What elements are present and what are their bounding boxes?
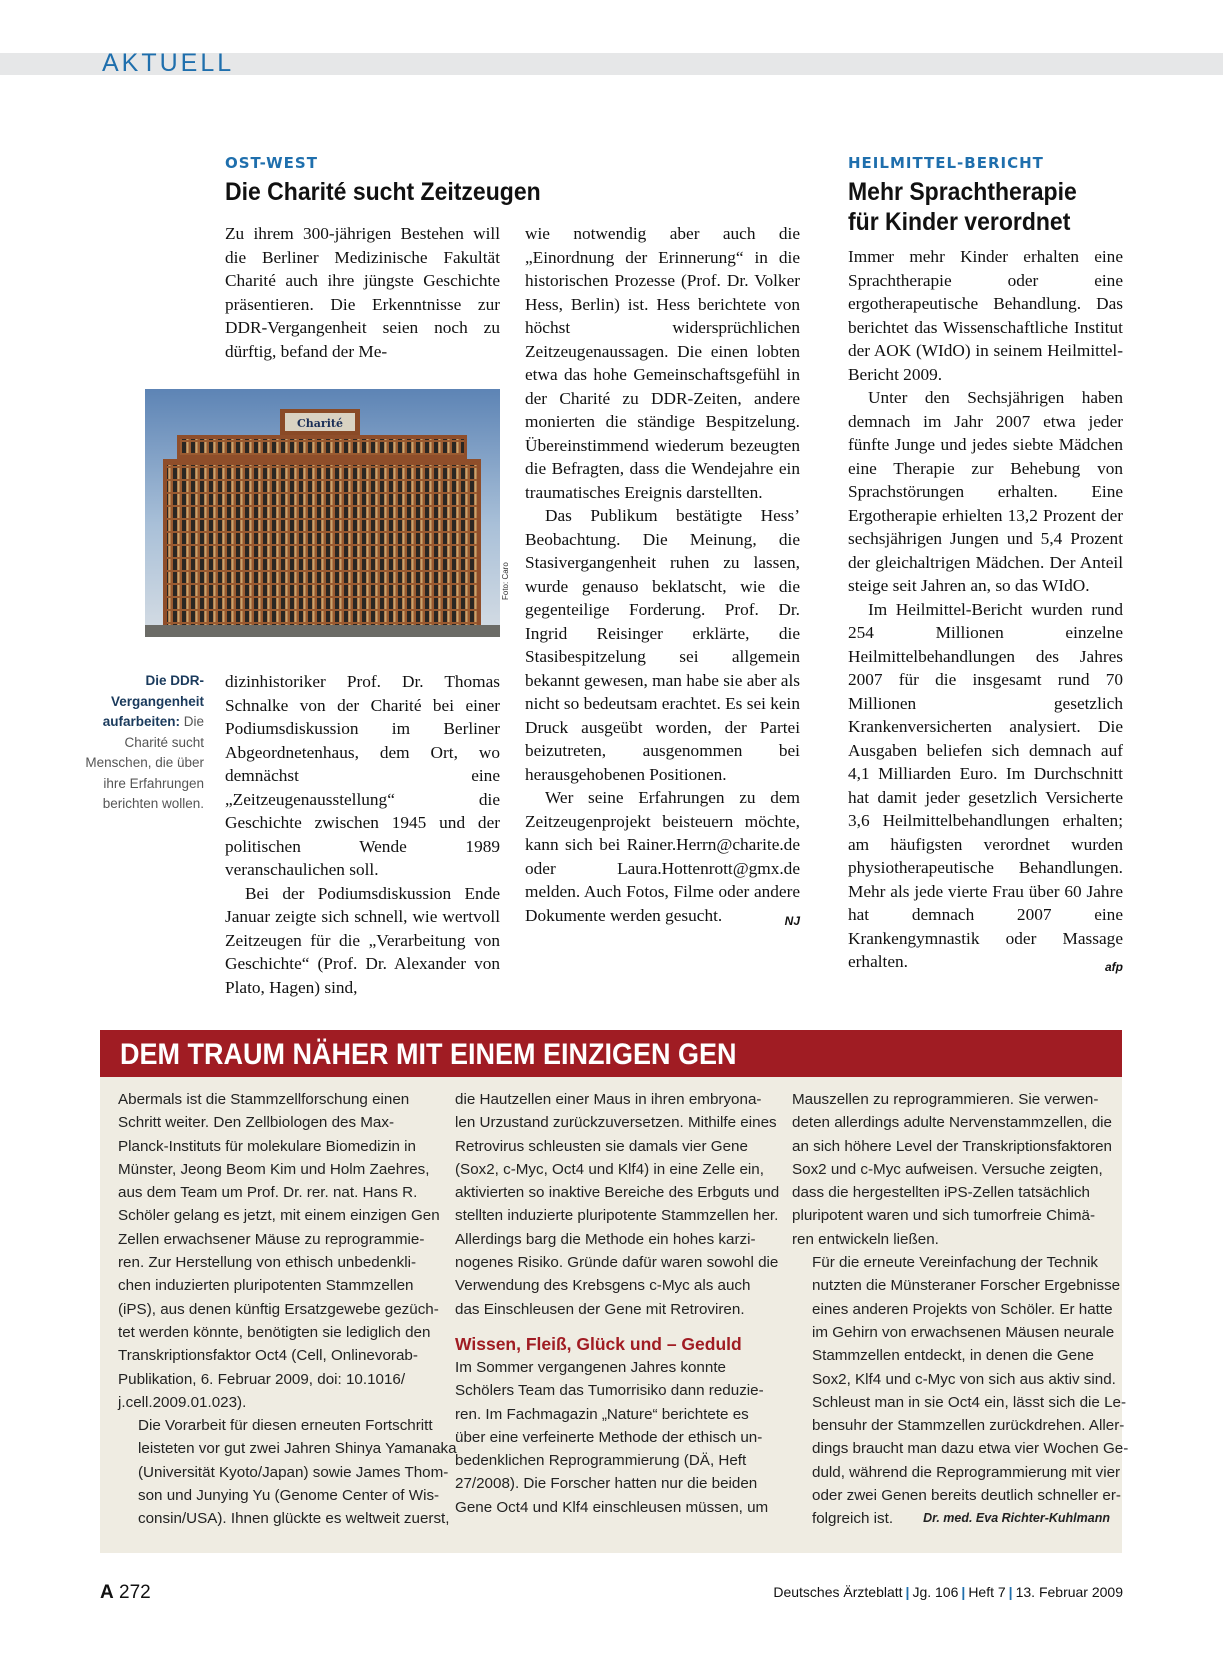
author-signature: NJ — [784, 913, 800, 928]
paragraph: Im Sommer vergangenen Jahres konnte Schölers Team das Tumorrisiko dann reduzie- ren. Im Fachmagazin „Nature“ berichtete es über eine verfeinerte Methode der ethisch un- bedenklichen Reprogrammierung (DÄ, Heft 27/2008). Die Forscher hatten nur die beiden Gene Oct4 und Klf4 einschleusen müssen, um — [455, 1358, 769, 1516]
last-line: folgreich ist. Dr. med. Eva Richter-Kuhlmann — [792, 1507, 1110, 1530]
journal-date: 13. Februar 2009 — [1015, 1584, 1123, 1600]
building-sign-text: Charité — [297, 417, 343, 430]
paragraph — [848, 598, 1123, 974]
box-column-3 — [792, 1088, 1129, 1531]
paragraph-text: Wer seine Erfahrungen zu dem Zeitzeugenprojekt beisteuern möchte, kann sich bei Rainer.Herrn@charite.de oder Laura.Hottenrott@gmx.de melden. Auch Fotos, Filme oder andere Dokumente werden gesucht. — [525, 788, 800, 925]
box-column-2 — [455, 1088, 780, 1519]
author-signature: Dr. med. Eva Richter-Kuhlmann — [923, 1511, 1110, 1526]
paragraph: Abermals ist die Stammzellforschung einen Schritt weiter. Den Zellbiologen des Max- Planck-Instituts für molekulare Biomedizin in Münster, Jeong Beom Kim und Holm Zaehres, aus dem Team um Prof. Dr. rer. nat. Hans R. Schöler gelang es jetzt, mit einem einzigen Gen Zellen erwachsener Mäuse zu reprogrammie- ren. Zur Herstellung von ethisch unbedenkli- chen induzierten pluripotenten Stammzellen (iPS), aus denen künftig Ersatzgewebe gezüch- tet werden könnte, benötigten sie lediglich den Transkriptionsfaktor Oct4 (Cell, Onlinevorab- Publikation, 6. Februar 2009, doi: 10.1016/ j.cell.2009.01.023). — [118, 1091, 440, 1411]
charite-building-photo — [145, 389, 500, 637]
paragraph: dizinhistoriker Prof. Dr. Thomas Schnalke von der Charité bei einer Podiumsdiskussion im Berliner Abgeordnetenhaus, dem Ort, wo demnächst eine „Zeitzeugenausstellung“ die Geschichte zwischen 1945 und der politischen Wende 1989 veranschaulichen soll. — [225, 672, 500, 879]
paragraph — [525, 786, 800, 927]
article-column-1-top — [225, 222, 500, 363]
journal-name: Deutsches Ärzteblatt — [773, 1584, 903, 1600]
box-column-1 — [118, 1088, 457, 1531]
paragraph: wie notwendig aber auch die „Einordnung der Erinnerung“ in die historischen Prozesse (Prof. Dr. Volker Hess, Berlin) ist. Hess berichtete von höchst widersprüchlichen Zeitzeugenaussagen. Die einen lobten etwa das hohe Gemeinschaftsgefühl in der Charité zu DDR-Zeiten, andere monierten die ständige Bespitzelung. Übereinstimmend wiederum bezeugten die Befragten, dass die Wendejahre ein traumatisches Ereignis darstellten. — [525, 224, 800, 502]
article-column-1-bottom — [225, 670, 500, 999]
paragraph: Zu ihrem 300-jährigen Bestehen will die Berliner Medizinische Fakultät Charité auch ihre jüngste Geschichte präsentieren. Die Erkenntnisse zur DDR-Vergangenheit seien noch zu dürftig, befand der Me- — [225, 224, 500, 361]
photo-caption — [80, 671, 204, 815]
journal-issue: Heft 7 — [968, 1584, 1006, 1600]
article-kicker: HEILMITTEL-BERICHT — [848, 154, 1044, 172]
paragraph: Das Publikum bestätigte Hess’ Beobachtung. Die Meinung, die Stasivergangenheit ruhen zu lassen, wurde genauso beklatscht, wie die gegenteilige Forderung. Prof. Dr. Ingrid Reisinger erklärte, die Stasibespitzelung sei allgemein bekannt gewesen, man habe sie aber als nicht so bedeutsam erachtet. Es sei kein Druck ausgeübt worden, der Partei beizutreten, ausgenommen bei herausgehobenen Positionen. — [525, 506, 800, 784]
paragraph: Immer mehr Kinder erhalten eine Sprachtherapie oder eine ergotherapeutische Behandlung. Das berichtet das Wissenschaftliche Institut der AOK (WIdO) in seinem Heilmittel-Bericht 2009. — [848, 247, 1123, 384]
paragraph: die Hautzellen einer Maus in ihren embryona- len Urzustand zurückzuversetzen. Mithilfe eines Retrovirus schleusten sie damals vier Gene (Sox2, c-Myc, Oct4 und Klf4) in eine Zelle ein, aktivierten so inaktive Bereiche des Erbguts und stellten induzierte pluripotente Stammzellen her. Allerdings barg die Methode ein hohes karzi- nogenes Risiko. Gründe dafür waren sowohl die Verwendung des Krebsgens c-Myc als auch das Einschleusen der Gene mit Retroviren. — [455, 1091, 780, 1318]
article-column-3 — [848, 245, 1123, 980]
article-kicker: OST-WEST — [225, 154, 318, 172]
article-title-line-1: Mehr Sprachtherapie — [848, 178, 1077, 206]
caption-text: Die Charité sucht Menschen, die über ihre Erfahrungen berichten wollen. — [85, 714, 204, 811]
paragraph-text: Im Heilmittel-Bericht wurden rund 254 Millionen einzelne Heilmittelbehandlungen des Jahres 2007 für die insgesamt rund 70 Millionen gesetzlich Krankenversicherten analysiert. Die Ausgaben beliefen sich demnach auf 4,1 Milliarden Euro. Im Durchschnitt hat damit jeder gesetzlich Versicherte 3,6 Heilmittelbehandlungen erhalten; am häufigsten verordnet wurden physiotherapeutische Behandlungen. Mehr als jede vierte Frau über 60 Jahre hat demnach 2007 eine Krankengymnastik oder Massage erhalten. — [848, 599, 1123, 971]
paragraph: Mauszellen zu reprogrammieren. Sie verwen- deten allerdings adulte Nervenstammzellen, die an sich höhere Level der Transkriptionsfaktoren Sox2 und c-Myc aufweisen. Versuche zeigten, dass die hergestellten iPS-Zellen tatsächlich pluripotent waren und sich tumorfreie Chimä- ren entwickeln ließen. — [792, 1091, 1112, 1248]
paragraph: Unter den Sechsjährigen haben demnach im Jahr 2007 etwa jeder fünfte Junge und jedes siebte Mädchen eine Therapie zur Behebung von Sprachstörungen erhalten. Eine Ergotherapie erhielten 13,2 Prozent der sechsjährigen Jungen und 5,4 Prozent der gleichaltrigen Mädchen. Der Anteil steige seit Jahren an, so das WIdO. — [848, 388, 1123, 595]
feature-box-title: DEM TRAUM NÄHER MIT EINEM EINZIGEN GEN — [120, 1038, 737, 1071]
paragraph: Die Vorarbeit für diesen erneuten Fortschritt leisteten vor gut zwei Jahren Shinya Yamanaka (Universität Kyoto/Japan) sowie James Thom- son und Junying Yu (Genome Center of Wis- consin/USA). Ihnen glückte es weltweit zuerst, — [138, 1417, 457, 1528]
section-label: AKTUELL — [102, 49, 235, 77]
paragraph: Bei der Podiumsdiskussion Ende Januar zeigte sich schnell, wie wertvoll Zeitzeugen für die „Verarbeitung von Geschichte“ (Prof. Dr. Alexander von Plato, Hagen) sind, — [225, 883, 500, 997]
journal-volume: Jg. 106 — [912, 1584, 959, 1600]
article-title: Die Charité sucht Zeitzeugen — [225, 178, 541, 206]
paragraph: Für die erneute Vereinfachung der Technik nutzten die Münsteraner Forscher Ergebnisse eines anderen Projekts von Schöler. Er hatte im Gehirn von erwachsenen Mäusen neurale Stammzellen entdeckt, in denen die Gene Sox2, Klf4 und c-Myc von sich aus aktiv sind. Schleust man in sie Oct4 ein, lässt sich die Le- bensuhr der Stammzellen zurückdrehen. Aller- dings braucht man dazu etwa vier Wochen Ge- duld, während die Reprogrammierung mit vier oder zwei Genen bereits deutlich schneller er- folgreich ist. Dr. med. Eva Richter-Kuhlmann — [792, 1251, 1110, 1531]
journal-info: Deutsches Ärzteblatt | Jg. 106 | Heft 7 | 13. Februar 2009 — [773, 1584, 1123, 1600]
photo-credit: Foto: Caro — [501, 562, 510, 600]
building-illustration — [145, 389, 500, 637]
page-number: A 272 — [100, 1582, 151, 1603]
article-column-2 — [525, 222, 800, 933]
box-subheading: Wissen, Fleiß, Glück und – Geduld — [455, 1333, 742, 1354]
caption-heading: Die DDR-Vergangenheit aufarbeiten: — [102, 673, 204, 729]
article-title-line-2: für Kinder verordnet — [848, 208, 1071, 236]
author-signature: afp — [1105, 960, 1123, 974]
